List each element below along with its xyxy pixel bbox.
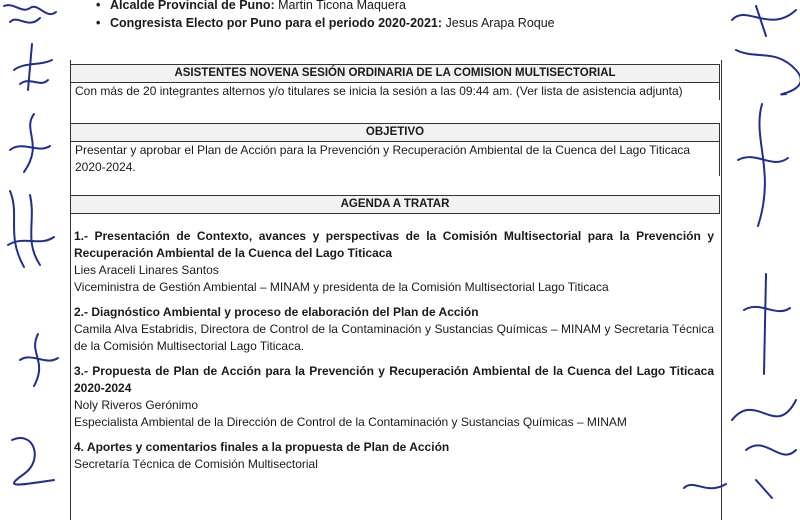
signature-image (736, 270, 796, 380)
agenda-item-speaker: Lies Araceli Linares Santos (74, 263, 219, 277)
signature-image (4, 110, 54, 180)
agenda-heading: AGENDA A TRATAR (70, 195, 720, 213)
authorities-list (110, 0, 555, 32)
attendance-text: Con más de 20 integrantes alternos y/o titulares se inicia la sesión a las 09:44 am. (Ver lista de asistencia adjunta) (70, 82, 720, 100)
agenda-item-title: 1.- Presentación de Contexto, avances y perspectivas de la Comisión Multisectorial para la Prevención y Recuperación Ambiental de la Cuenca del Lago Titicaca (74, 229, 714, 260)
agenda-item (74, 228, 714, 296)
agenda-item-speaker: Secretaría Técnica de Comisión Multisectorial (74, 457, 318, 471)
signature-image (732, 100, 792, 230)
agenda-item (74, 439, 714, 473)
agenda-list (74, 228, 714, 481)
agenda-item-speaker: Camila Alva Estabridis, Directora de Control de la Contaminación y Sustancias Químicas – MINAM y Secretaria Técnica de la Comisión Multisectorial Lago Titicaca. (74, 322, 714, 353)
attendance-heading: ASISTENTES NOVENA SESIÓN ORDINARIA DE LA COMISION MULTISECTORIAL (70, 64, 720, 82)
agenda-item-role: Viceministra de Gestión Ambiental – MINAM y presidenta de la Comisión Multisectorial Lago Titicaca (74, 280, 609, 294)
signature-image (726, 0, 800, 40)
signature-image (4, 430, 64, 490)
signature-image (0, 0, 60, 40)
agenda-divider (70, 213, 720, 214)
signature-image (680, 476, 730, 500)
agenda-item-title: 3.- Propuesta de Plan de Acción para la Prevención y Recuperación Ambiental de la Cuenca del Lago Titicaca 2020-2024 (74, 364, 714, 395)
objective-text: Presentar y aprobar el Plan de Acción para la Prevención y Recuperación Ambiental de la Cuenca del Lago Titicaca 2020-2024. (70, 141, 720, 176)
agenda-item (74, 363, 714, 431)
authority-item (110, 14, 555, 32)
authority-label: Alcalde Provincial de Puno: (110, 0, 275, 12)
agenda-item-title: 4. Aportes y comentarios finales a la propuesta de Plan de Acción (74, 440, 450, 454)
signature-image (726, 40, 800, 100)
authority-item (110, 0, 555, 14)
authority-label: Congresista Electo por Puno para el periodo 2020-2021: (110, 16, 443, 30)
agenda-item-title: 2.- Diagnóstico Ambiental y proceso de elaboración del Plan de Acción (74, 305, 479, 319)
agenda-item-speaker: Noly Riveros Gerónimo (74, 398, 199, 412)
agenda-item-role: Especialista Ambiental de la Dirección de Control de la Contaminación y Sustancias Químicas – MINAM (74, 415, 627, 429)
signature-image (6, 40, 56, 100)
authority-name: Martin Ticona Maquera (278, 0, 406, 12)
objective-heading: OBJETIVO (70, 123, 720, 141)
signature-image (726, 380, 800, 500)
authority-name: Jesus Arapa Roque (445, 16, 555, 30)
agenda-item (74, 304, 714, 355)
signature-image (0, 185, 60, 275)
signature-image (14, 330, 64, 390)
